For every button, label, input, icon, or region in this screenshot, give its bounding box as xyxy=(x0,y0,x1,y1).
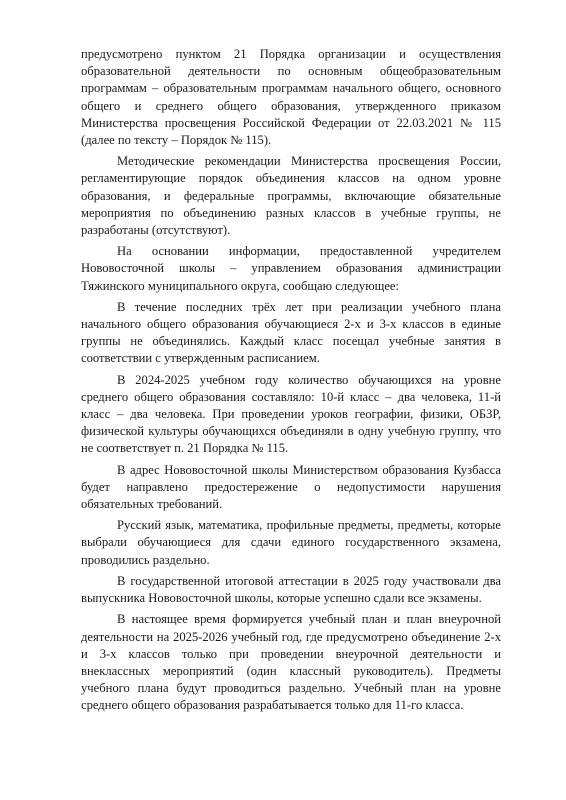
paragraph-methodical-recommendations: Методические рекомендации Министерства просвещения России, регламентирующие порядок объединения классов на одном уровне образования, и федеральные программы, включающие обязательные мероприятия по объединению разных классов в учебные группы, не разработаны (отсутствуют). xyxy=(81,154,501,238)
paragraph-final-attestation: В государственной итоговой аттестации в 2025 году участвовали два выпускника Нововосточной школы, которые успешно сдали все экзамены. xyxy=(81,573,501,606)
paragraph-separate-subjects: Русский язык, математика, профильные предметы, предметы, которые выбрали обучающиеся для сдачи единого государственного экзамена, проводились раздельно. xyxy=(81,518,501,567)
paragraph-curriculum-plan: В настоящее время формируется учебный план и план внеурочной деятельности на 2025-2026 учебный год, где предусмотрено объединение 2-х и 3-х классов только при проведении внеурочной деятельности и внеклассных мероприятий (один классный руководитель). Предметы учебного плана будут проводиться раздельно. Учебный план на уровне среднего общего образования разрабатывается только для 11-го класса. xyxy=(81,612,501,713)
paragraph-founder-information: На основании информации, предоставленной учредителем Нововосточной школы – управлением образования администрации Тяжинского муниципального округа, сообщаю следующее: xyxy=(81,244,501,293)
paragraph-secondary-students: В 2024-2025 учебном году количество обучающихся на уровне среднего общего образования составляло: 10-й класс – два человека, 11-й класс – два человека. При проведении уроков географии, физики, ОБЗР, физической культуры обучающихся объединяли в одну учебную группу, что не соответствует п. 21 Порядка № 115. xyxy=(81,372,501,456)
paragraph-primary-classes: В течение последних трёх лет при реализации учебного плана начального общего образования обучающиеся 2-х и 3-х классов в единые группы не объединялись. Каждый класс посещал учебные занятия в соответствии с утвержденным расписанием. xyxy=(81,299,501,366)
paragraph-warning: В адрес Нововосточной школы Министерством образования Кузбасса будет направлено предостережение о недопустимости нарушения обязательных требований. xyxy=(81,462,501,512)
document-body xyxy=(81,46,501,719)
paragraph-continuation: предусмотрено пунктом 21 Порядка организации и осуществления образовательной деятельности по основным общеобразовательным программам – образовательным программам начального общего, основного общего и среднего общего образования, утвержденного приказом Министерства просвещения Российской Федерации от 22.03.2021 № 115 (далее по тексту – Порядок № 115). xyxy=(81,47,501,148)
